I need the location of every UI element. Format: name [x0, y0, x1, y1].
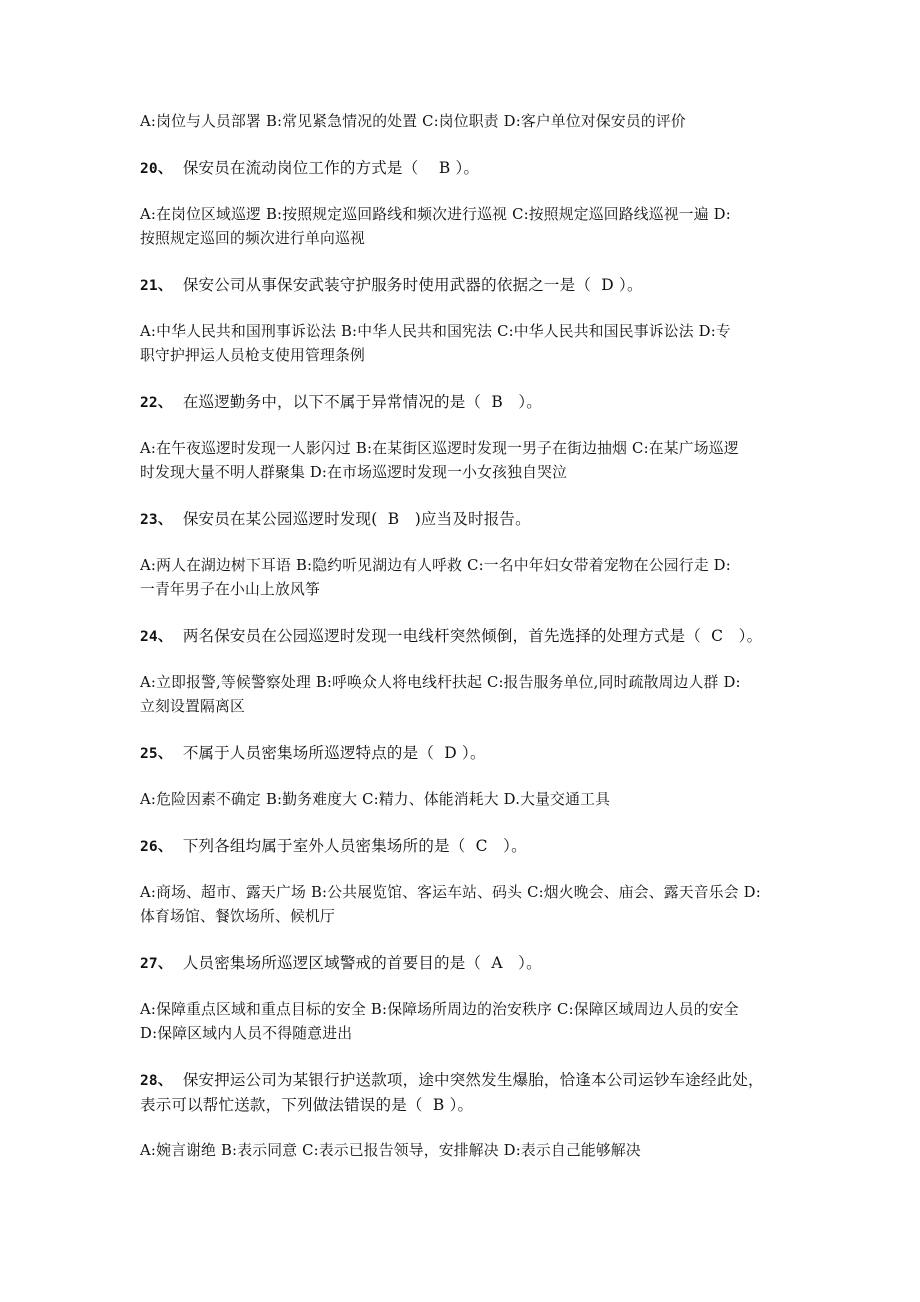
question-text: 保安员在流动岗位工作的方式是（ B ）。 [172, 159, 480, 177]
question-text: 下列各组均属于室外人员密集场所的是（ C ）。 [172, 837, 527, 855]
options-line: A:商场、超市、露天广场 B:公共展览馆、客运车站、码头 C:烟火晚会、庙会、露天音乐会 D: [140, 884, 761, 901]
options-line: A:在岗位区域巡逻 B:按照规定巡回路线和频次进行巡视 C:按照规定巡回路线巡视一遍 D: [140, 206, 731, 223]
question-number: 22、 [140, 395, 173, 411]
options-line: 职守护押运人员枪支使用管理条例 [140, 347, 365, 364]
options-line: 时发现大量不明人群聚集 D:在市场巡逻时发现一小女孩独自哭泣 [140, 464, 568, 481]
options-line: A:两人在湖边树下耳语 B:隐约听见湖边有人呼救 C:一名中年妇女带着宠物在公园行走 D: [140, 557, 731, 574]
options-line: D:保障区域内人员不得随意进出 [140, 1025, 353, 1042]
options-line: A:立即报警,等候警察处理 B:呼唤众人将电线杆扶起 C:报告服务单位,同时疏散周边人群 D: [140, 674, 741, 691]
question-number: 20、 [140, 161, 173, 177]
options-line: A:中华人民共和国刑事诉讼法 B:中华人民共和国宪法 C:中华人民共和国民事诉讼法 D:专 [140, 323, 731, 340]
question-number: 23、 [140, 512, 173, 528]
options-line: 体育场馆、餐饮场所、候机厅 [140, 908, 335, 925]
options-line: 按照规定巡回的频次进行单向巡视 [140, 230, 365, 247]
options-line: A:危险因素不确定 B:勤务难度大 C:精力、体能消耗大 D.大量交通工具 [140, 791, 611, 808]
question-28 [140, 1068, 795, 1093]
question-number: 27、 [140, 956, 173, 972]
question-list [140, 110, 795, 1163]
question-text: 保安押运公司为某银行护送款项，途中突然发生爆胎，恰逢本公司运钞车途经此处， [172, 1071, 764, 1089]
question-text: 两名保安员在公园巡逻时发现一电线杆突然倾倒，首先选择的处理方式是（ C ）。 [172, 627, 763, 645]
question-26 [140, 834, 795, 859]
question-21 [140, 273, 795, 298]
question-text-continued: 表示可以帮忙送款，下列做法错误的是（ B ）。 [140, 1096, 474, 1114]
options-line: A:保障重点区域和重点目标的安全 B:保障场所周边的治安秩序 C:保障区域周边人员的安全 [140, 1001, 739, 1018]
question-number: 28、 [140, 1073, 173, 1089]
options-line: A:婉言谢绝 B:表示同意 C:表示已报告领导，安排解决 D:表示自己能够解决 [140, 1142, 641, 1159]
question-text: 不属于人员密集场所巡逻特点的是（ D ）。 [172, 744, 486, 762]
question-text: 保安员在某公园巡逻时发现( B )应当及时报告。 [172, 510, 531, 528]
question-number: 24、 [140, 629, 173, 645]
options-line: A:岗位与人员部署 B:常见紧急情况的处置 C:岗位职责 D:客户单位对保安员的评价 [140, 113, 686, 130]
question-25 [140, 741, 795, 766]
options-line: A:在午夜巡逻时发现一人影闪过 B:在某街区巡逻时发现一男子在街边抽烟 C:在某广场巡逻 [140, 440, 739, 457]
options-line: 立刻设置隔离区 [140, 698, 245, 715]
question-text: 人员密集场所巡逻区域警戒的首要目的是（ A ）。 [172, 954, 542, 972]
question-text: 在巡逻勤务中，以下不属于异常情况的是（ B ）。 [172, 393, 542, 411]
options-line: 一青年男子在小山上放风筝 [140, 581, 320, 598]
question-number: 26、 [140, 839, 173, 855]
question-20 [140, 156, 795, 181]
question-text: 保安公司从事保安武装守护服务时使用武器的依据之一是（ D ）。 [172, 276, 643, 294]
question-22 [140, 390, 795, 415]
question-23 [140, 507, 795, 532]
question-27 [140, 951, 795, 976]
question-24 [140, 624, 795, 649]
question-number: 25、 [140, 746, 173, 762]
question-number: 21、 [140, 278, 173, 294]
